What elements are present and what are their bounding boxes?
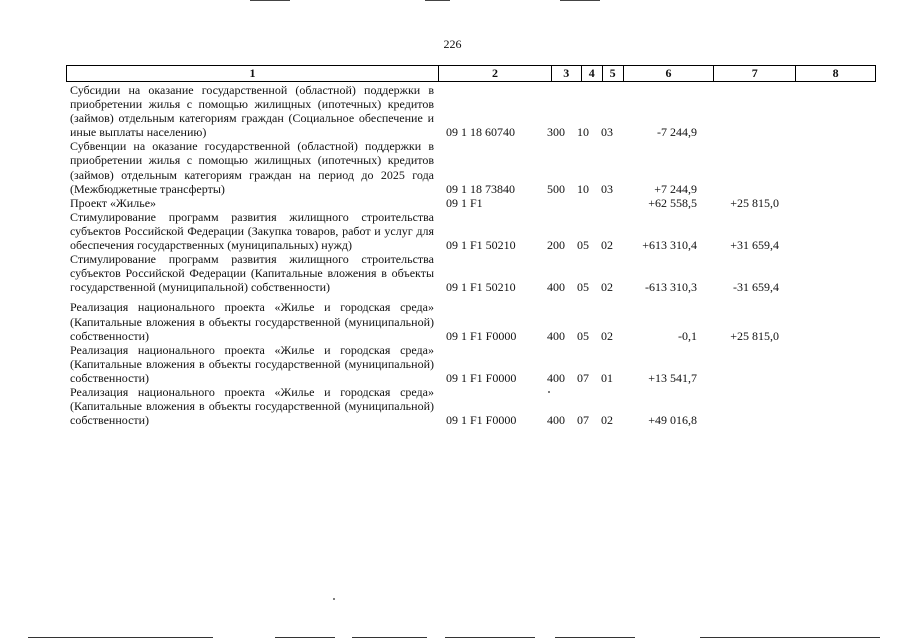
table-body [70, 83, 790, 427]
scan-edge-mark [352, 637, 427, 638]
row-code: 09 1 F1 50210 [446, 238, 516, 253]
row-col-6: -7 244,9 [657, 125, 697, 140]
row-code: 09 1 F1 F0000 [446, 413, 517, 428]
row-col-4: 05 [577, 328, 589, 343]
row-code: 09 1 F1 50210 [446, 280, 516, 295]
row-col-5: 03 [601, 181, 613, 196]
scan-edge-mark [700, 637, 880, 638]
row-col-4: 10 [577, 125, 589, 140]
scan-edge-mark [555, 637, 635, 638]
header-col-3: 3 [552, 66, 582, 81]
row-code: 09 1 18 60740 [446, 125, 515, 140]
header-col-8: 8 [832, 66, 839, 80]
header-col-5: 5 [603, 66, 624, 81]
row-description: Субсидии на оказание государственной (областной) поддержки в приобретении жилья с помощью жилищных (ипотечных) кредитов (займов) отдельным категориям граждан (Социальное обеспечение и иные выплаты населению) [70, 83, 434, 140]
table-row [70, 343, 790, 385]
scan-edge-mark [275, 637, 335, 638]
row-description: Субвенции на оказание государственной (областной) поддержки в приобретении жилья с помощью жилищных (ипотечных) кредитов (займов) отдельным категориям граждан на период до 2025 года (Межбюджетные трансферты) [70, 139, 434, 196]
table-row [70, 196, 790, 210]
row-description: Реализация национального проекта «Жилье и городская среда» (Капитальные вложения в объекты государственной (муниципальной) собственности) [70, 300, 434, 343]
row-col-4: 05 [577, 280, 589, 295]
row-col-3: 400 [547, 280, 565, 295]
row-col-7: +25 815,0 [730, 328, 779, 343]
row-code: 09 1 F1 F0000 [446, 370, 517, 385]
table-row [70, 300, 790, 342]
row-col-7: +31 659,4 [730, 238, 779, 253]
header-col-6: 6 [624, 66, 715, 81]
row-col-4: 07 [577, 370, 589, 385]
header-col-2: 2 [439, 66, 552, 81]
row-col-3: 400 [547, 328, 565, 343]
table-row [70, 83, 790, 139]
header-col-4: 4 [582, 66, 603, 81]
row-col-6: -613 310,3 [645, 280, 697, 295]
row-code: 09 1 F1 F0000 [446, 328, 517, 343]
row-col-3: 200 [547, 238, 565, 253]
row-description: Реализация национального проекта «Жилье и городская среда» (Капитальные вложения в объекты государственной (муниципальной) собственности) [70, 384, 434, 428]
page-number: 226 [443, 37, 462, 51]
header-col-7: 7 [714, 66, 796, 81]
row-col-6: +13 541,7 [648, 370, 697, 385]
header-col-1: 1 [67, 66, 439, 81]
table-header [66, 65, 876, 82]
row-col-5: 02 [601, 413, 613, 428]
row-col-7: +25 815,0 [730, 195, 779, 210]
row-col-5: 01 [601, 370, 613, 385]
scan-edge-mark [28, 637, 213, 638]
row-col-4: 05 [577, 238, 589, 253]
row-col-5: 02 [601, 328, 613, 343]
row-col-6: +613 310,4 [642, 238, 697, 253]
row-col-5: 03 [601, 125, 613, 140]
row-col-7: -31 659,4 [733, 280, 779, 295]
row-description: Реализация национального проекта «Жилье и городская среда» (Капитальные вложения в объекты государственной (муниципальной) собственности) [70, 342, 434, 385]
row-col-4: 07 [577, 413, 589, 428]
row-col-5: 02 [601, 280, 613, 295]
scan-edge-mark [445, 637, 535, 638]
row-col-4: 10 [577, 181, 589, 196]
row-col-3: 500 [547, 181, 565, 196]
table-row [70, 252, 790, 294]
row-col-3: 400 [547, 413, 565, 428]
row-description: Стимулирование программ развития жилищного строительства субъектов Российской Федерации (Капитальные вложения в объекты государственной (муниципальной) собственности) [70, 252, 434, 295]
row-code: 09 1 18 73840 [446, 181, 515, 196]
row-col-6: -0,1 [678, 328, 697, 343]
row-col-5: 02 [601, 238, 613, 253]
row-col-6: +49 016,8 [648, 413, 697, 428]
row-description: Стимулирование программ развития жилищного строительства субъектов Российской Федерации (Закупка товаров, работ и услуг для обеспечения государственных (муниципальных) нужд) [70, 209, 434, 253]
scan-edge-mark [560, 0, 600, 1]
scan-edge-mark [425, 0, 450, 1]
table-row [70, 210, 790, 252]
row-description: Проект «Жилье» [70, 195, 157, 210]
row-col-6: +7 244,9 [654, 181, 697, 196]
scan-edge-mark [250, 0, 290, 1]
scan-speck [333, 598, 335, 600]
table-row [70, 385, 790, 427]
table-row [70, 139, 790, 195]
row-col-3: 300 [547, 125, 565, 140]
row-col-3: 400 [547, 370, 565, 385]
row-code: 09 1 F1 [446, 195, 483, 210]
row-col-6: +62 558,5 [648, 195, 697, 210]
scan-speck [548, 391, 550, 393]
